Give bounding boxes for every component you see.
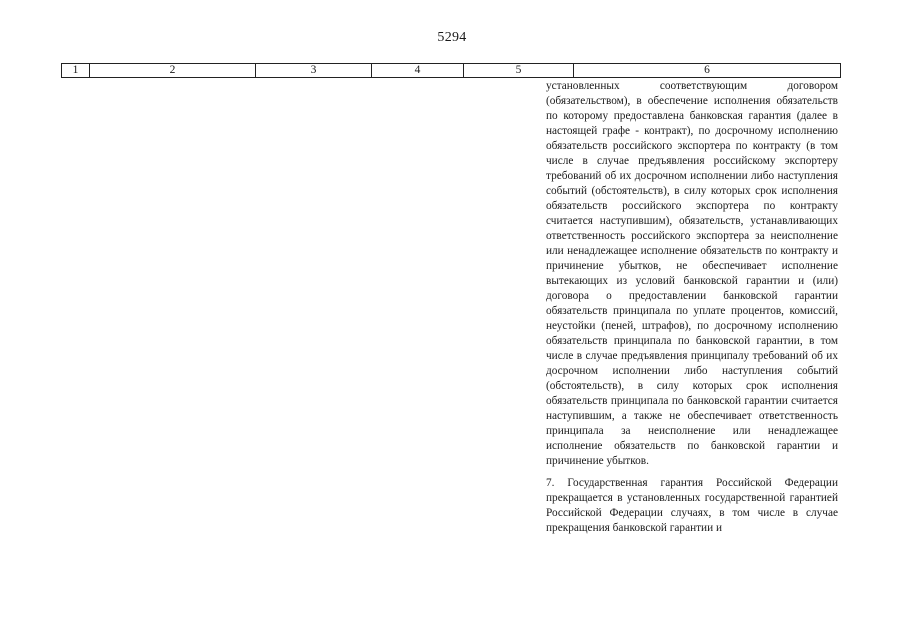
column-6-paragraph: установленных соответствующим договором (обязательством), в обеспечение исполнения обязательств по которому предоставлена банковская гарантия (далее в настоящей графе - контракт), по досрочному исполнению обязательств российского экспортера по контракту (в том числе в случае предъявления российскому экспортеру требований об их досрочном исполнении либо наступления событий (обстоятельств), в силу которых срок исполнения обязательств российского экспортера по контракту считается наступившим), обязательств, устанавливающих ответственность российского экспортера за неисполнение или ненадлежащее исполнение обязательств по контракту и причинение убытков, не обеспечивает исполнение вытекающих из условий банковской гарантии и (или) договора о предоставлении банковской гарантии обязательств принципала по уплате процентов, комиссий, неустойки (пеней, штрафов), по досрочному исполнению обязательств принципала по банковской гарантии, в том числе в случае предъявления принципалу требований об их досрочном исполнении либо наступления событий (обстоятельств), в силу которых срок исполнения обязательств принципала по банковской гарантии считается наступившим, а также не обеспечивает ответственность принципала за неисполнение или ненадлежащее исполнение обязательств по банковской гарантии и причинение убытков. (546, 80, 838, 467)
table-header-col-3: 3 (256, 64, 372, 77)
table-header-row (61, 63, 841, 78)
table-header-col-6: 6 (704, 64, 710, 76)
column-6-text (546, 79, 838, 536)
table-header-col-5: 5 (464, 64, 574, 77)
table-header-col-2: 2 (90, 64, 256, 77)
column-6-paragraph: 7. Государственная гарантия Российской Федерации прекращается в установленных государственной гарантией Российской Федерации случаях, в том числе в случае прекращения банковской гарантии и (546, 477, 838, 534)
page-number: 5294 (437, 30, 467, 45)
table-header-col-1: 1 (62, 64, 90, 77)
table-header-col-4: 4 (372, 64, 464, 77)
